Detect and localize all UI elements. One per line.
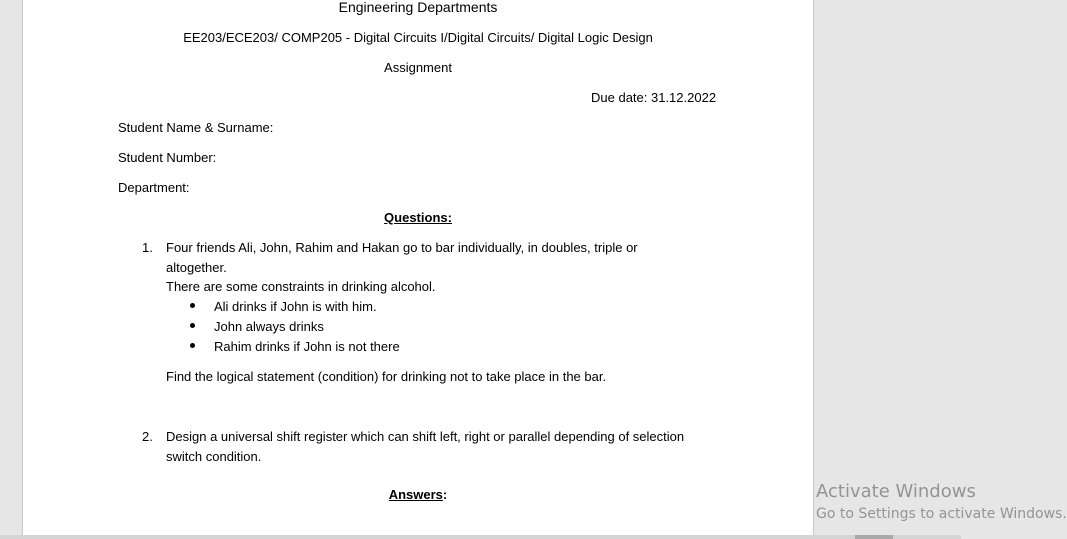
bullet-icon bbox=[190, 323, 195, 328]
student-number-label: Student Number: bbox=[118, 150, 217, 165]
question-1-line: Four friends Ali, John, Rahim and Hakan go to bar individually, in doubles, triple or bbox=[166, 240, 638, 255]
bullet-icon bbox=[190, 303, 195, 308]
list-item: John always drinks bbox=[214, 319, 324, 334]
question-2-line: Design a universal shift register which can shift left, right or parallel depending of selection bbox=[166, 429, 685, 444]
document-type: Assignment bbox=[384, 60, 452, 75]
answers-heading-text: Answers bbox=[388, 487, 443, 502]
activation-watermark-title: Activate Windows bbox=[816, 481, 976, 502]
department-label: Department: bbox=[118, 180, 190, 195]
document-heading: Engineering Departments bbox=[338, 0, 498, 15]
questions-heading: Questions: bbox=[384, 210, 452, 225]
answers-heading bbox=[23, 487, 813, 503]
course-title: EE203/ECE203/ COMP205 - Digital Circuits I/Digital Circuits/ Digital Logic Design bbox=[183, 30, 653, 45]
list-item: Rahim drinks if John is not there bbox=[214, 339, 400, 354]
due-date: Due date: 31.12.2022 bbox=[591, 90, 717, 105]
question-2-line: switch condition. bbox=[166, 449, 262, 464]
question-2-number: 2. bbox=[142, 429, 153, 444]
question-1-line: There are some constraints in drinking alcohol. bbox=[166, 279, 436, 294]
activation-watermark-subtitle: Go to Settings to activate Windows. bbox=[816, 506, 1067, 522]
list-item: Ali drinks if John is with him. bbox=[214, 299, 377, 314]
student-name-label: Student Name & Surname: bbox=[118, 120, 274, 135]
document-page[interactable] bbox=[22, 0, 814, 535]
scrollbar-thumb[interactable] bbox=[855, 535, 893, 539]
question-1-number: 1. bbox=[142, 240, 153, 255]
question-1-line: altogether. bbox=[166, 260, 227, 275]
answers-heading-colon: : bbox=[442, 487, 448, 502]
horizontal-scrollbar[interactable] bbox=[0, 535, 961, 539]
question-1-task: Find the logical statement (condition) for drinking not to take place in the bar. bbox=[166, 369, 607, 384]
bullet-icon bbox=[190, 343, 195, 348]
